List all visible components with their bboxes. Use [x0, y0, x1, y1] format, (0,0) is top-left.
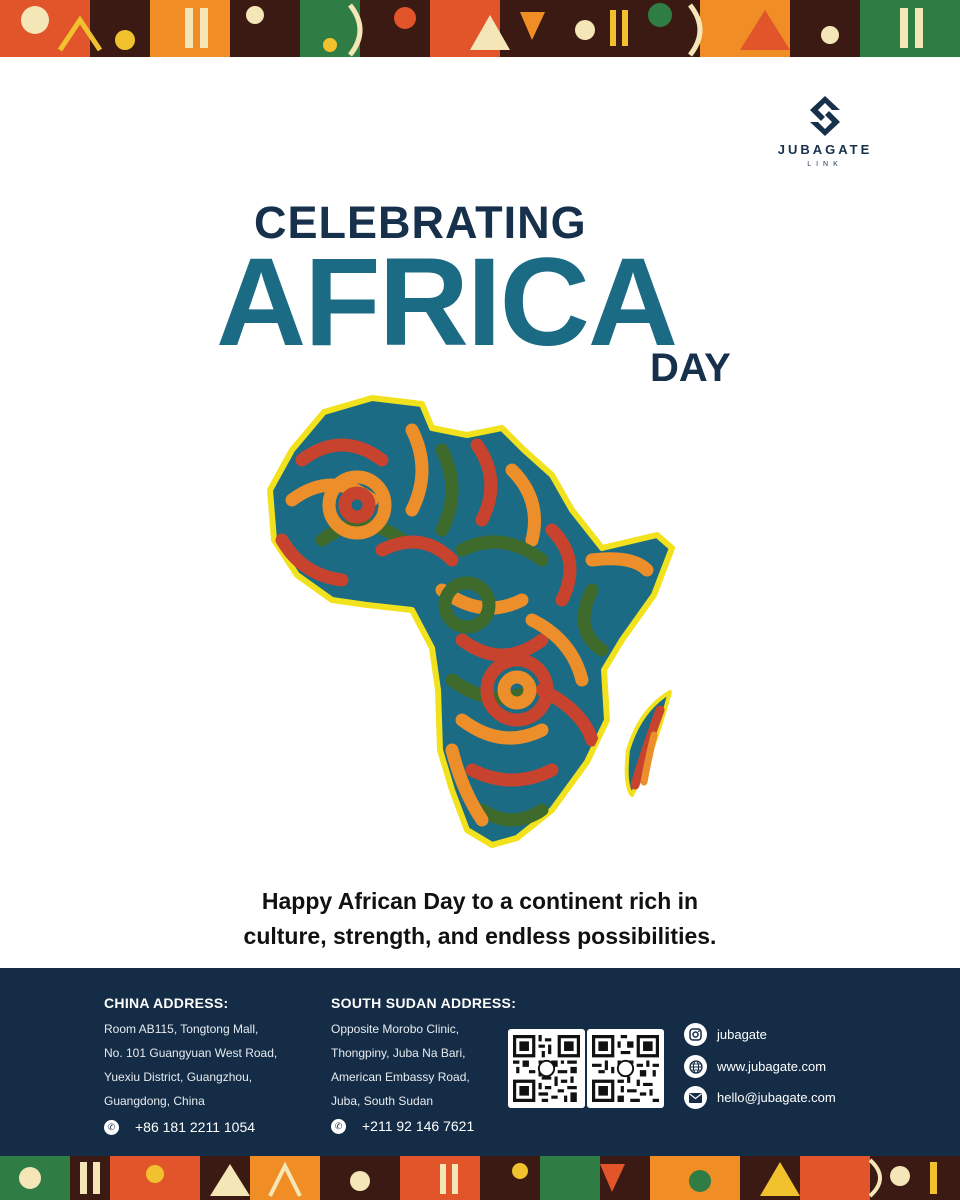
social-website[interactable] — [684, 1055, 826, 1078]
greeting-line-2: culture, strength, and endless possibilities. — [243, 923, 717, 949]
qr-code-icon — [513, 1034, 580, 1103]
whatsapp-icon: ✆ — [104, 1120, 119, 1135]
greeting-line-1: Happy African Day to a continent rich in — [261, 888, 699, 914]
headline-day: DAY — [650, 346, 731, 390]
greeting-message — [180, 884, 780, 954]
china-address-line: Room AB115, Tongtong Mall, — [104, 1022, 259, 1036]
africa-map-illustration — [262, 390, 682, 860]
qr-code-icon — [592, 1034, 659, 1103]
headline-celebrating: CELEBRATING — [254, 197, 587, 248]
contact-footer — [0, 968, 960, 1156]
south-sudan-address-line: Thongpiny, Juba Na Bari, — [331, 1046, 466, 1060]
social-email[interactable] — [684, 1086, 836, 1109]
china-address-line: No. 101 Guangyuan West Road, — [104, 1046, 278, 1060]
china-phone[interactable] — [104, 1119, 255, 1135]
instagram-icon — [684, 1023, 707, 1046]
jubagate-logo-icon — [810, 96, 840, 136]
china-address-line: Yuexiu District, Guangzhou, — [104, 1070, 253, 1084]
china-address — [104, 1017, 277, 1113]
brand-logo — [768, 96, 882, 168]
china-phone-number: +86 181 2211 1054 — [135, 1119, 256, 1135]
brand-name: JUBAGATE — [777, 142, 873, 157]
south-sudan-address-line: Opposite Morobo Clinic, — [331, 1022, 460, 1036]
qr-code-china[interactable] — [508, 1029, 585, 1108]
whatsapp-icon: ✆ — [331, 1119, 346, 1134]
social-instagram[interactable] — [684, 1023, 767, 1046]
qr-code-south-sudan[interactable] — [587, 1029, 664, 1108]
email-link: hello@jubagate.com — [717, 1090, 836, 1105]
south-sudan-address-heading: SOUTH SUDAN ADDRESS: — [331, 995, 517, 1011]
mail-icon — [684, 1086, 707, 1109]
headline-africa: AFRICA — [216, 233, 677, 372]
china-address-heading: CHINA ADDRESS: — [104, 995, 229, 1011]
instagram-handle: jubagate — [717, 1027, 767, 1042]
south-sudan-phone-number: +211 92 146 7621 — [362, 1118, 475, 1134]
brand-sub: LINK — [807, 161, 843, 168]
south-sudan-address-line: American Embassy Road, — [331, 1070, 470, 1084]
south-sudan-phone[interactable] — [331, 1118, 474, 1134]
globe-icon — [684, 1055, 707, 1078]
website-link: www.jubagate.com — [717, 1059, 827, 1074]
china-address-line: Guangdong, China — [104, 1094, 205, 1108]
south-sudan-address — [331, 1017, 470, 1113]
south-sudan-address-line: Juba, South Sudan — [331, 1094, 434, 1108]
bottom-pattern-band — [0, 1156, 960, 1200]
top-pattern-band — [0, 0, 960, 57]
